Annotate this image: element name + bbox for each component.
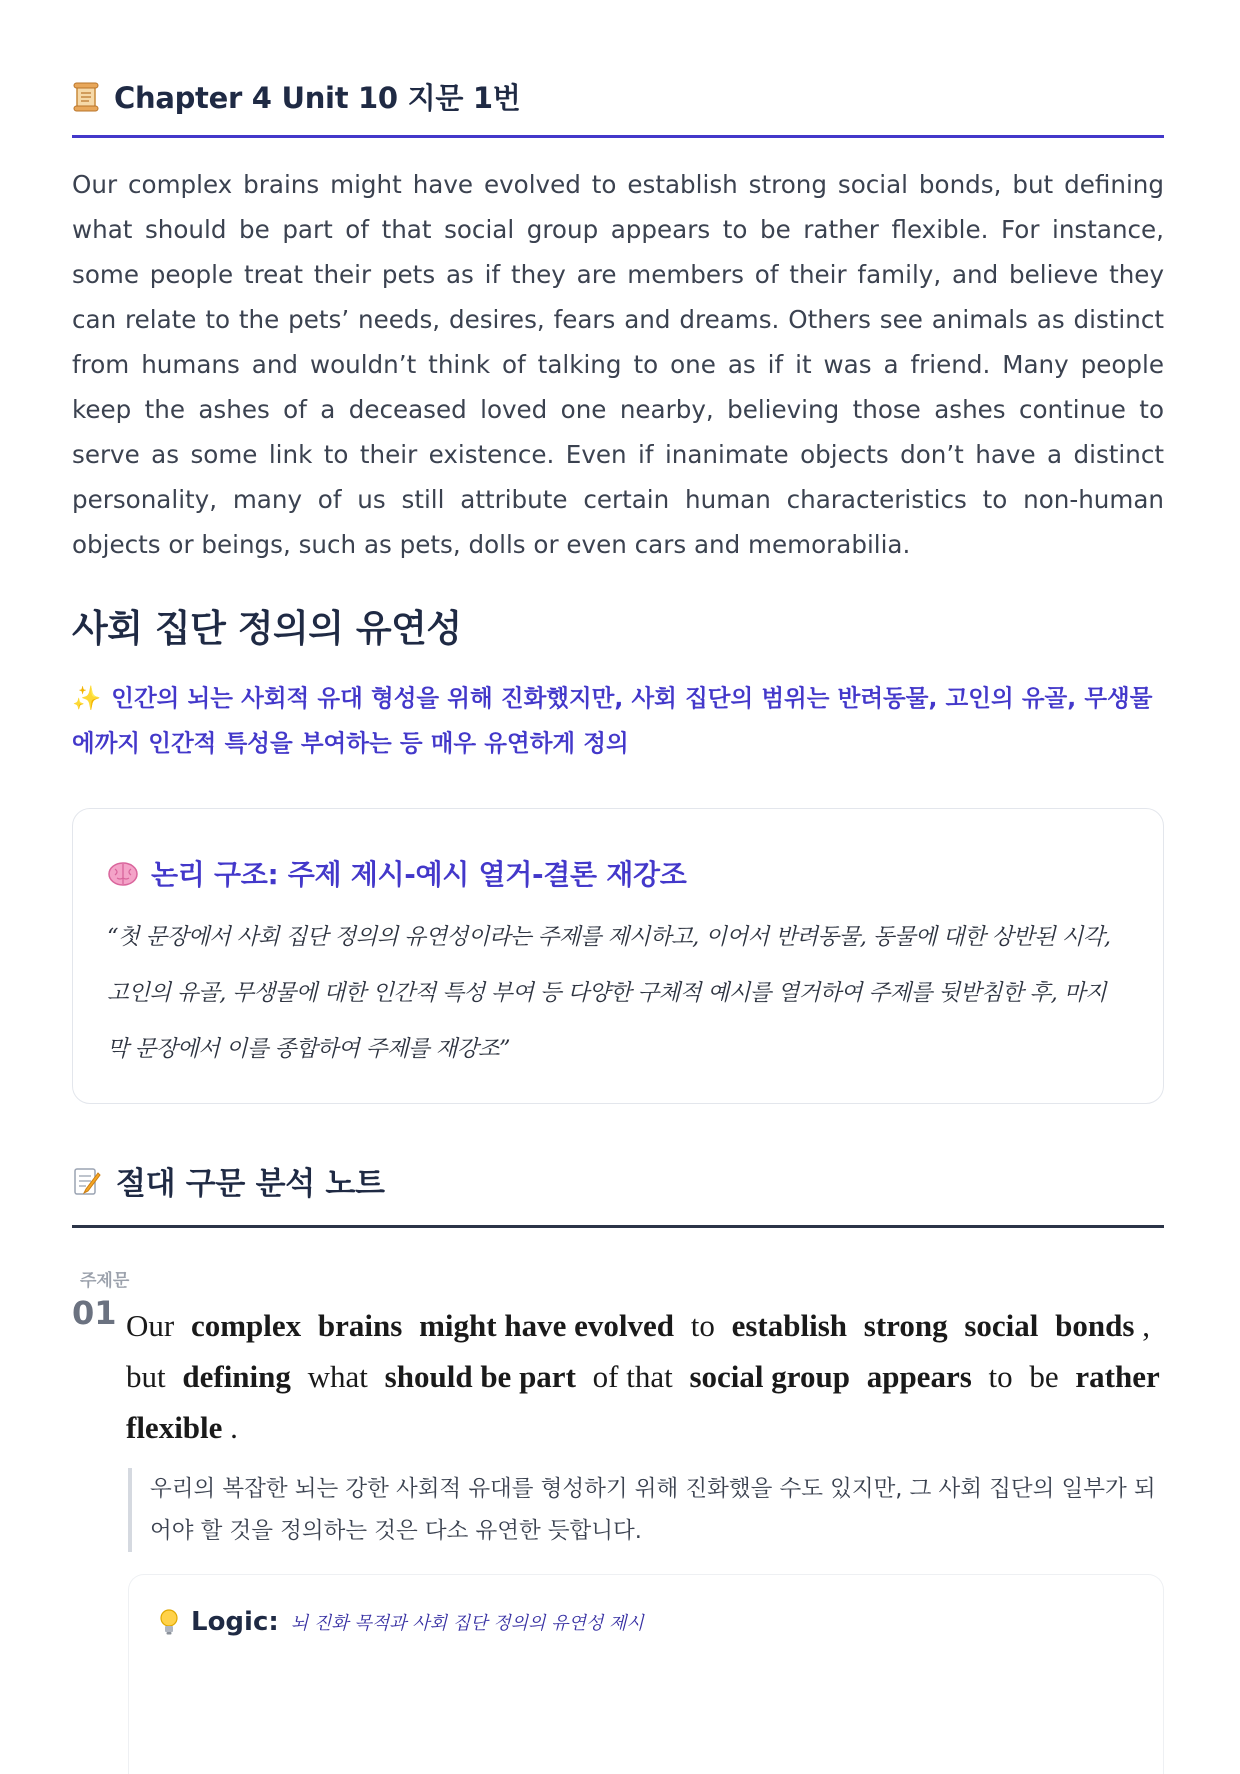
sentence-segment: social (964, 1308, 1039, 1343)
logic-text: 뇌 진화 목적과 사회 집단 정의의 유연성 제시 (290, 1613, 644, 1634)
sentence-segment: to (988, 1359, 1013, 1394)
summary-text: 인간의 뇌는 사회적 유대 형성을 위해 진화했지만, 사회 집단의 범위는 반려동물, 고인의 유골, 무생물에까지 인간적 특성을 부여하는 등 매우 유연하게 정의 (72, 684, 1153, 757)
sentence-analysis (126, 1300, 1166, 1453)
sentence-segment: to (690, 1308, 715, 1343)
sentence-segment: . (230, 1410, 238, 1445)
sentence-segment: appears (866, 1359, 972, 1394)
chapter-header (72, 76, 1164, 138)
sentence-segment: be (1029, 1359, 1059, 1394)
logic-card-title: 논리 구조: 주제 제시-예시 열거-결론 재강조 (151, 858, 687, 891)
logic-structure-card (72, 808, 1164, 1104)
logic-card-header (107, 853, 687, 893)
sentence-tag: 주제문 (80, 1271, 130, 1291)
sentence-segment: , but (126, 1308, 1150, 1394)
sentence-segment: should be part (384, 1359, 576, 1394)
sentence-number: 01 (72, 1294, 117, 1332)
logic-line (159, 1607, 644, 1637)
sentence-translation: 우리의 복잡한 뇌는 강한 사회적 유대를 형성하기 위해 진화했을 수도 있지만, 그 사회 집단의 일부가 되어야 할 것을 정의하는 것은 다소 유연한 듯합니다. (128, 1468, 1164, 1552)
logic-label: Logic: (191, 1607, 279, 1637)
notes-header (72, 1158, 1164, 1228)
logic-card-quote: “첫 문장에서 사회 집단 정의의 유연성이라는 주제를 제시하고, 이어서 반려동물, 동물에 대한 상반된 시각, 고인의 유골, 무생물에 대한 인간적 특성 부여 등 다양한 구체적 예시를 열거하여 주제를 뒷받침한 후, 마지막 문장에서 이를 종합하여 주제를 재강조” (107, 924, 1111, 1062)
sentence-segment: strong (863, 1308, 948, 1343)
sentence-segment: complex (190, 1308, 302, 1343)
topic-title: 사회 집단 정의의 유연성 (72, 607, 462, 650)
sentence-segment: might have evolved (419, 1308, 674, 1343)
lightbulb-icon (159, 1608, 179, 1636)
chapter-title: Chapter 4 Unit 10 지문 1번 (114, 81, 521, 115)
sentence-segment: defining (182, 1359, 291, 1394)
passage-text: Our complex brains might have evolved to establish strong social bonds, but defining what should be part of that social group appears to be rather flexible. For instance, some people treat their pets as if they are members of their family, and believe they can relate to the pets’ needs, desires, fears and dreams. Others see animals as distinct from humans and wouldn’t think of talking to one as if it was a friend. Many people keep the ashes of a deceased loved one nearby, believing those ashes continue to serve as some link to their existence. Even if inanimate objects don’t have a distinct personality, many of us still attribute certain human characteristics to non-human objects or beings, such as pets, dolls or even cars and memorabilia. (72, 170, 1164, 559)
sentence-segment: rather flexible (126, 1359, 1160, 1445)
sentence-segment: Our (126, 1308, 175, 1343)
topic-summary (72, 676, 1164, 766)
sparkle-icon: ✨ (72, 684, 102, 712)
scroll-icon (72, 82, 100, 112)
logic-box (128, 1574, 1164, 1774)
sentence-segment: what (307, 1359, 368, 1394)
memo-icon (72, 1165, 102, 1197)
sentence-segment: of that (592, 1359, 673, 1394)
sentence-segment: brains (317, 1308, 403, 1343)
sentence-segment: social group (689, 1359, 850, 1394)
notes-title: 절대 구문 분석 노트 (116, 1166, 385, 1202)
sentence-segment: establish (731, 1308, 848, 1343)
sentence-segment: bonds (1055, 1308, 1135, 1343)
brain-icon (107, 859, 139, 887)
